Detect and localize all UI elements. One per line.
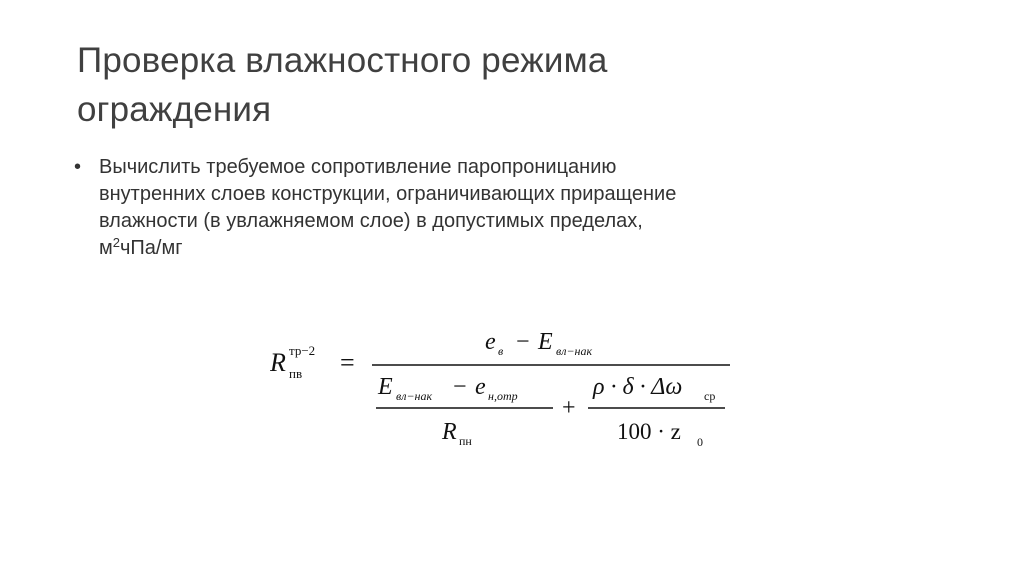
formula-lhs-superscript: тр−2	[289, 343, 316, 358]
content-list	[74, 154, 974, 262]
bullet-line-3: влажности (в увлажняемом слое) в допустимых пределах,	[99, 210, 643, 232]
bullet-line-2: внутренних слоев конструкции, ограничивающих приращение	[99, 183, 677, 205]
unit-prefix: м	[99, 237, 113, 259]
formula-frac1-minus: −	[453, 374, 467, 400]
formula-frac1-E: E	[378, 374, 393, 400]
formula-frac2-den: 100 · z	[617, 419, 681, 444]
formula-frac2-den-sub: 0	[697, 435, 703, 449]
formula	[270, 320, 740, 460]
formula-num-e: e	[485, 329, 496, 355]
unit-rest: чПа/мг	[119, 237, 183, 259]
formula-num-e-sub: в	[498, 344, 504, 358]
list-item	[74, 154, 974, 262]
title-line-1: Проверка влажностного режима	[77, 41, 608, 80]
unit-superscript: 2	[112, 235, 120, 250]
formula-frac1-den-sub: пн	[459, 434, 472, 448]
slide-title	[77, 36, 957, 134]
formula-svg	[270, 320, 740, 460]
formula-frac1-den-R: R	[442, 419, 457, 445]
bullet-icon: •	[74, 156, 82, 178]
formula-num-E: E	[538, 329, 553, 355]
title-line-2: ограждения	[77, 90, 272, 129]
formula-num-minus: −	[516, 329, 530, 355]
formula-frac1-E-sub: вл−нак	[396, 389, 433, 403]
formula-frac2-num: ρ · δ · Δω	[593, 374, 683, 400]
formula-frac1-e: e	[475, 374, 486, 400]
formula-frac1-e-sub: н,отр	[488, 389, 518, 403]
formula-frac2-num-sub: ср	[704, 389, 716, 403]
formula-num-E-sub: вл−нак	[556, 344, 593, 358]
bullet-line-1: Вычислить требуемое сопротивление паропроницанию	[99, 156, 617, 178]
formula-equals: =	[340, 348, 355, 377]
bullet-line-unit	[99, 235, 974, 262]
formula-plus: +	[562, 395, 576, 421]
bullet-text	[99, 154, 974, 262]
formula-lhs-subscript: пв	[289, 366, 303, 381]
formula-lhs-symbol: R	[270, 348, 286, 377]
